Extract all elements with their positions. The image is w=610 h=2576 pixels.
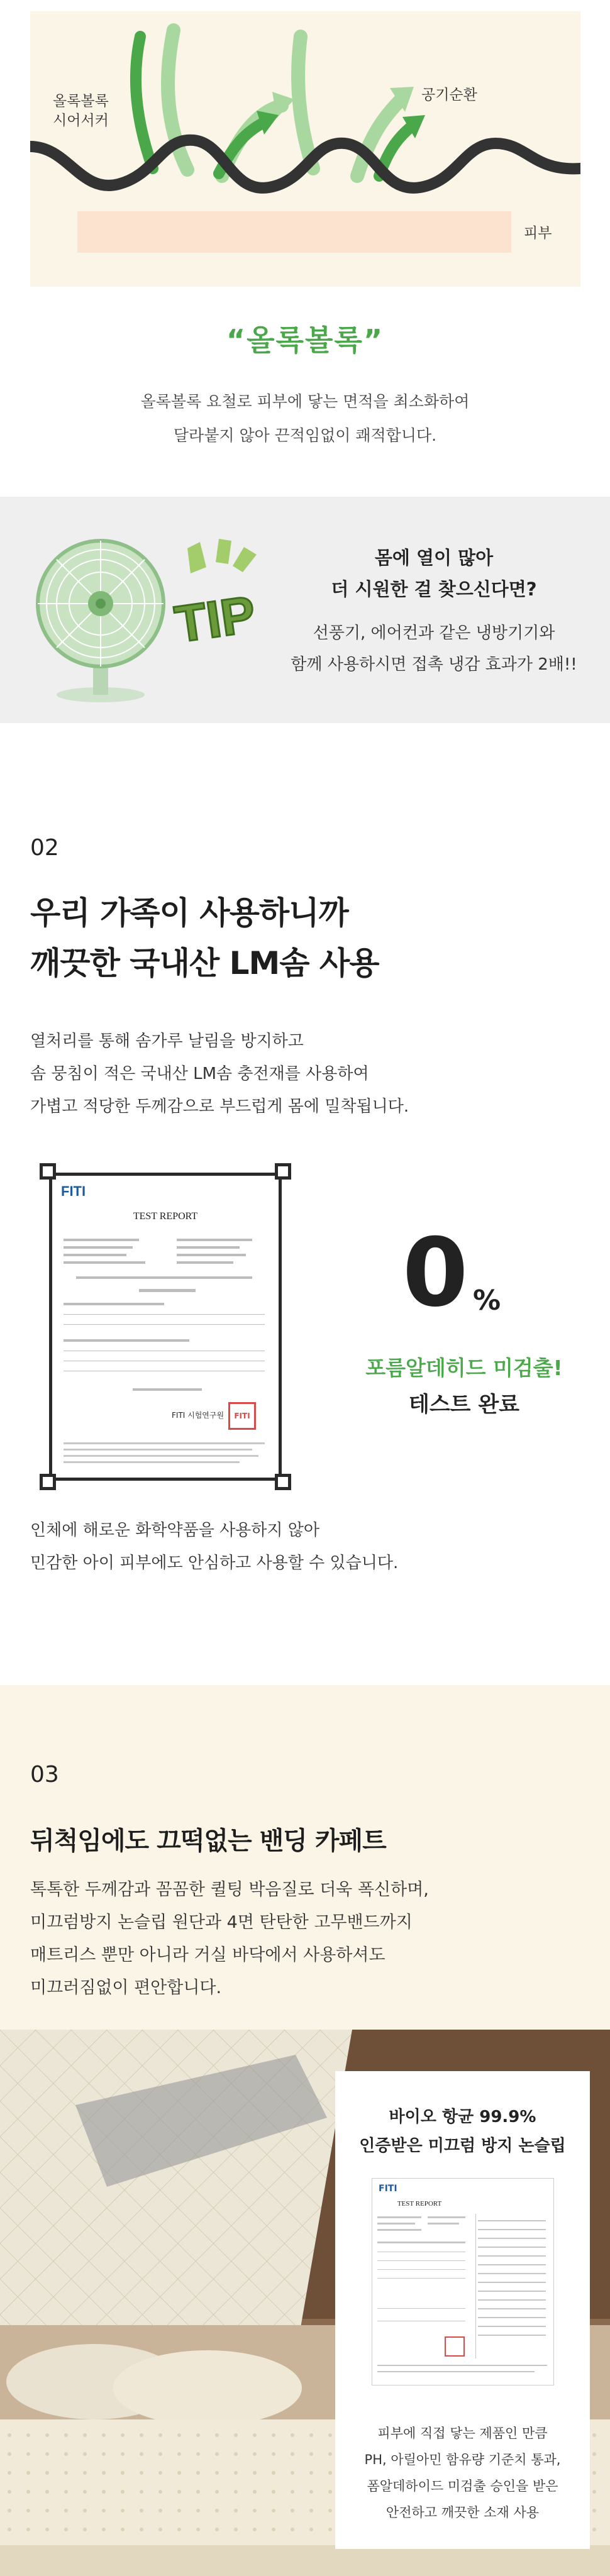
card-report-lines bbox=[377, 2214, 548, 2381]
zero-percent-unit: % bbox=[473, 1285, 501, 1317]
airflow-illustration bbox=[30, 11, 580, 287]
bumpy-desc-line2: 달라붙지 않아 끈적임없이 쾌적합니다. bbox=[173, 426, 437, 445]
zero-percent-number: 0 bbox=[402, 1219, 469, 1328]
tip-section bbox=[0, 497, 610, 723]
label-bumpy-line2: 시어서커 bbox=[53, 113, 109, 130]
report-footer-lines bbox=[64, 1440, 267, 1471]
card-description bbox=[335, 2420, 590, 2526]
card-desc-line3: 폼알데하이드 미검출 승인을 받은 bbox=[367, 2479, 558, 2494]
tip-badge-text: TIP bbox=[171, 585, 259, 654]
skin-bar bbox=[77, 211, 511, 253]
section-body bbox=[30, 1025, 409, 1123]
card-desc-line2: PH, 아릴아민 함유량 기준치 통과, bbox=[364, 2452, 561, 2467]
tip-title bbox=[270, 542, 597, 605]
airflow-diagram bbox=[30, 11, 580, 287]
card-report-logo: FITI bbox=[379, 2184, 397, 2194]
airflow-arrow-light-3 bbox=[298, 36, 313, 169]
body-line2: 미끄럼방지 논슬립 원단과 4면 탄탄한 고무밴드까지 bbox=[30, 1913, 413, 1932]
frame-corner bbox=[275, 1474, 291, 1490]
card-desc-line4: 안전하고 깨끗한 소재 사용 bbox=[385, 2505, 540, 2520]
bumpy-desc-line1: 올록볼록 요철로 피부에 닿는 면적을 최소화하여 bbox=[140, 392, 470, 411]
heading-line1: 우리 가족이 사용하니까 bbox=[30, 895, 348, 931]
body-line3: 매트리스 뿐만 아니라 거실 바닥에서 사용하셔도 bbox=[30, 1945, 385, 1965]
lab-name: FITI 시험연구원 bbox=[172, 1411, 225, 1420]
card-title bbox=[335, 2103, 590, 2160]
report-title: TEST REPORT bbox=[133, 1211, 198, 1222]
body-line3: 가볍고 적당한 두께감으로 부드럽게 몸에 밀착됩니다. bbox=[30, 1097, 409, 1116]
body-line4: 미끄러짐없이 편안합니다. bbox=[30, 1978, 222, 1998]
tip-badge bbox=[169, 536, 269, 668]
formaldehyde-not-detected: 포름알데히드 미검출! bbox=[365, 1356, 563, 1380]
heading-line2: 깨끗한 국내산 LM솜 사용 bbox=[30, 945, 379, 981]
body-line1: 톡톡한 두께감과 꼼꼼한 퀼팅 박음질로 더욱 폭신하며, bbox=[30, 1880, 429, 1899]
safety-note bbox=[30, 1514, 398, 1579]
card-desc-line1: 피부에 직접 닿는 제품인 만큼 bbox=[377, 2426, 548, 2441]
bumpy-section bbox=[0, 0, 610, 497]
card-report-title: TEST REPORT bbox=[397, 2200, 442, 2208]
safety-note-line2: 민감한 아이 피부에도 안심하고 사용할 수 있습니다. bbox=[30, 1554, 399, 1573]
test-completed: 테스트 완료 bbox=[408, 1392, 520, 1417]
bumpy-title: “올록볼록” bbox=[226, 323, 384, 357]
safety-note-line1: 인체에 해로운 화학약품을 사용하지 않아 bbox=[30, 1521, 320, 1540]
section-heading bbox=[30, 888, 379, 988]
report-stamp: FITI bbox=[228, 1402, 256, 1430]
section-number: 02 bbox=[30, 835, 59, 861]
frame-corner bbox=[275, 1163, 291, 1180]
fan-icon bbox=[25, 534, 176, 704]
fiti-logo: FITI bbox=[61, 1183, 86, 1199]
frame-corner bbox=[40, 1163, 56, 1180]
label-bumpy bbox=[53, 92, 141, 131]
section-02 bbox=[0, 723, 610, 1685]
section-heading: 뒤척임에도 끄떡없는 밴딩 카페트 bbox=[30, 1827, 386, 1855]
frame-corner bbox=[40, 1474, 56, 1490]
label-air: 공기순환 bbox=[421, 87, 477, 103]
tip-title-line1: 몸에 열이 많아 bbox=[374, 547, 494, 568]
card-test-report bbox=[372, 2178, 554, 2385]
tip-title-line2: 더 시원한 걸 찾으신다면? bbox=[331, 578, 537, 600]
section-body bbox=[30, 1874, 429, 2004]
section-number: 03 bbox=[30, 1762, 59, 1788]
card-title-line1: 바이오 항균 99.9% bbox=[389, 2108, 536, 2126]
antibacterial-card bbox=[335, 2071, 590, 2549]
tip-desc-line2: 함께 사용하시면 접촉 냉감 효과가 2배!! bbox=[291, 655, 577, 674]
section-03 bbox=[0, 1685, 610, 2576]
tip-description bbox=[270, 617, 597, 680]
label-skin: 피부 bbox=[524, 225, 552, 241]
test-report-document bbox=[49, 1173, 282, 1481]
body-line2: 솜 뭉침이 적은 국내산 LM솜 충전재를 사용하여 bbox=[30, 1064, 369, 1083]
label-bumpy-line1: 올록볼록 bbox=[53, 93, 109, 109]
card-title-line2: 인증받은 미끄럼 방지 논슬립 bbox=[359, 2137, 566, 2155]
bumpy-description bbox=[0, 385, 610, 453]
body-line1: 열처리를 통해 솜가루 날림을 방지하고 bbox=[30, 1032, 304, 1051]
tip-desc-line1: 선풍기, 에어컨과 같은 냉방기기와 bbox=[313, 624, 555, 643]
